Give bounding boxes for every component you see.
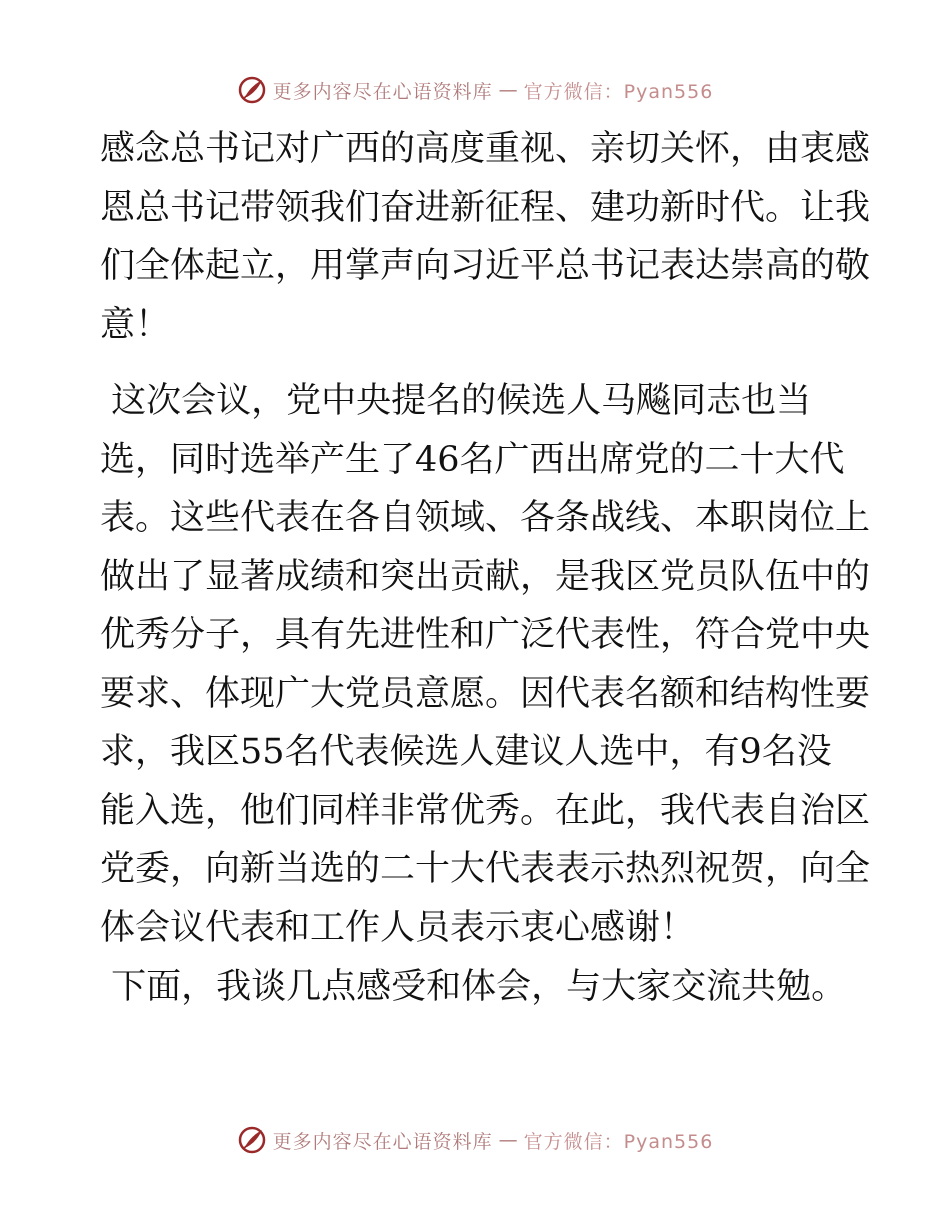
text-line: 做出了显著成绩和突出贡献，是我区党员队伍中的 [100, 556, 871, 597]
feather-pen-logo-icon [237, 1125, 267, 1155]
footer-watermark [0, 1120, 950, 1160]
text-line: 体会议代表和工作人员表示衷心感谢！ [100, 907, 696, 948]
text-line: 这次会议，党中央提名的候选人马飚同志也当 [100, 381, 812, 421]
feather-pen-logo-icon [237, 75, 267, 105]
text-line: 们全体起立，用掌声向习近平总书记表达崇高的敬 [100, 246, 871, 286]
text-line: 选，同时选举产生了46名广西出席党的二十大代 [100, 439, 845, 480]
text-line: 下面，我谈几点感受和体会，与大家交流共勉。 [100, 967, 847, 1007]
watermark-text: 更多内容尽在心语资料库 [272, 1130, 493, 1153]
text-line: 能入选，他们同样非常优秀。在此，我代表自治区 [100, 790, 871, 831]
text-line: 要求、体现广大党员意愿。因代表名额和结构性要 [100, 673, 871, 714]
text-line: 求，我区55名代表候选人建议人选中，有9名没 [100, 732, 832, 772]
text-line: 恩总书记带领我们奋进新征程、建功新时代。让我 [100, 187, 871, 228]
text-line: 感念总书记对广西的高度重视、亲切关怀，由衷感 [100, 129, 871, 169]
text-line: 党委，向新当选的二十大代表表示热烈祝贺，向全 [100, 849, 871, 889]
paragraph-1 [100, 120, 870, 354]
text-line: 表。这些代表在各自领域、各条战线、本职岗位上 [100, 498, 871, 538]
text-line: 优秀分子，具有先进性和广泛代表性，符合党中央 [100, 615, 871, 655]
watermark-suffix: 官方微信：Pyan556 [523, 1130, 714, 1153]
watermark-text: 更多内容尽在心语资料库 [272, 80, 493, 103]
watermark-separator: — [498, 79, 518, 101]
paragraph-2 [100, 372, 870, 957]
watermark-separator: — [498, 1129, 518, 1151]
text-line: 意！ [100, 304, 171, 345]
paragraph-3 [100, 958, 846, 1017]
watermark-suffix: 官方微信：Pyan556 [523, 80, 714, 103]
header-watermark [0, 70, 950, 110]
